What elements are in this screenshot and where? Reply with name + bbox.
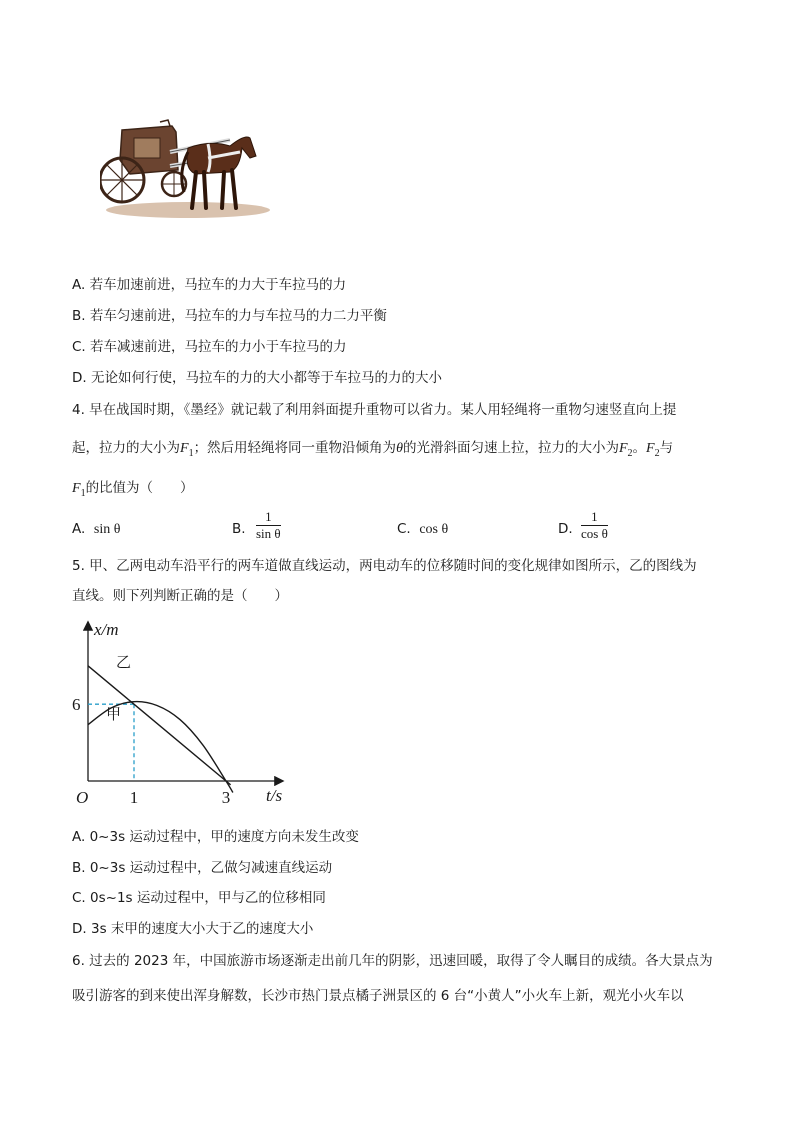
series-yi-line: [88, 666, 231, 785]
q3-option-a: A. 若车加速前进，马拉车的力大于车拉马的力: [72, 277, 347, 293]
q4-option-c: C. cos θ: [397, 521, 449, 537]
q3-option-b: B. 若车匀速前进，马拉车的力与车拉马的力二力平衡: [72, 308, 387, 324]
y-tick-label-6: 6: [72, 695, 81, 715]
q6-stem-line-2: 吸引游客的到来使出浑身解数，长沙市热门景点橘子洲景区的 6 台“小黄人”小火车上新，观光小火车以: [72, 988, 684, 1004]
q5-option-a: A. 0~3s 运动过程中，甲的速度方向未发生改变: [72, 829, 359, 845]
q5-option-b: B. 0~3s 运动过程中，乙做匀减速直线运动: [72, 860, 333, 876]
q3-option-d: D. 无论如何行使，马拉车的力的大小都等于车拉马的力的大小: [72, 370, 442, 386]
q4-option-d-label: D.: [558, 521, 573, 537]
q4-stem-line-2: 起，拉力的大小为$F_1$；然后用轻绳将同一重物沿倾角为θ的光滑斜面匀速上拉，拉力的大小为$F_2$。$F_2$与: [72, 440, 674, 459]
x-axis-label: t/s: [266, 786, 283, 805]
x-tick-label-3: 3: [221, 788, 231, 807]
q4-option-b-fraction: $\frac{1}{\text{sin θ}}$: [256, 509, 281, 541]
q5-option-d: D. 3s 末甲的速度大小大于乙的速度大小: [72, 921, 314, 937]
origin-label: O: [76, 788, 89, 807]
q4-option-d-fraction: $\frac{1}{\text{cos θ}}$: [581, 509, 608, 541]
y-axis-label: x/m: [94, 620, 119, 639]
f2-symbol: $F_2$: [618, 441, 633, 459]
displacement-time-chart: [70, 615, 300, 815]
q5-stem-line-2: 直线。则下列判断正确的是（ ）: [72, 588, 288, 604]
q6-stem-line-1: 6. 过去的 2023 年，中国旅游市场逐渐走出前几年的阴影，迅速回暖，取得了令人瞩目的成绩。各大景点为: [72, 953, 713, 969]
q4-stem-line-3: $F_1$的比值为（ ）: [72, 480, 194, 499]
x-tick-label-1: 1: [129, 788, 139, 807]
horse-carriage-figure: [100, 112, 270, 227]
q4-option-a: A. sin θ: [72, 521, 121, 537]
q5-option-c: C. 0s~1s 运动过程中，甲与乙的位移相同: [72, 890, 326, 906]
q4-option-b-label: B.: [232, 521, 246, 537]
q4-stem-line-1: 4. 早在战国时期，《墨经》就记载了利用斜面提升重物可以省力。某人用轻绳将一重物匀速竖直向上提: [72, 402, 677, 418]
q3-option-c: C. 若车减速前进，马拉车的力小于车拉马的力: [72, 339, 347, 355]
series-yi-label: 乙: [116, 653, 132, 671]
f1-symbol: $F_1$: [180, 441, 194, 459]
series-jia-label: 甲: [106, 705, 122, 723]
q5-stem-line-1: 5. 甲、乙两电动车沿平行的两车道做直线运动，两电动车的位移随时间的变化规律如图所示，乙的图线为: [72, 558, 697, 574]
